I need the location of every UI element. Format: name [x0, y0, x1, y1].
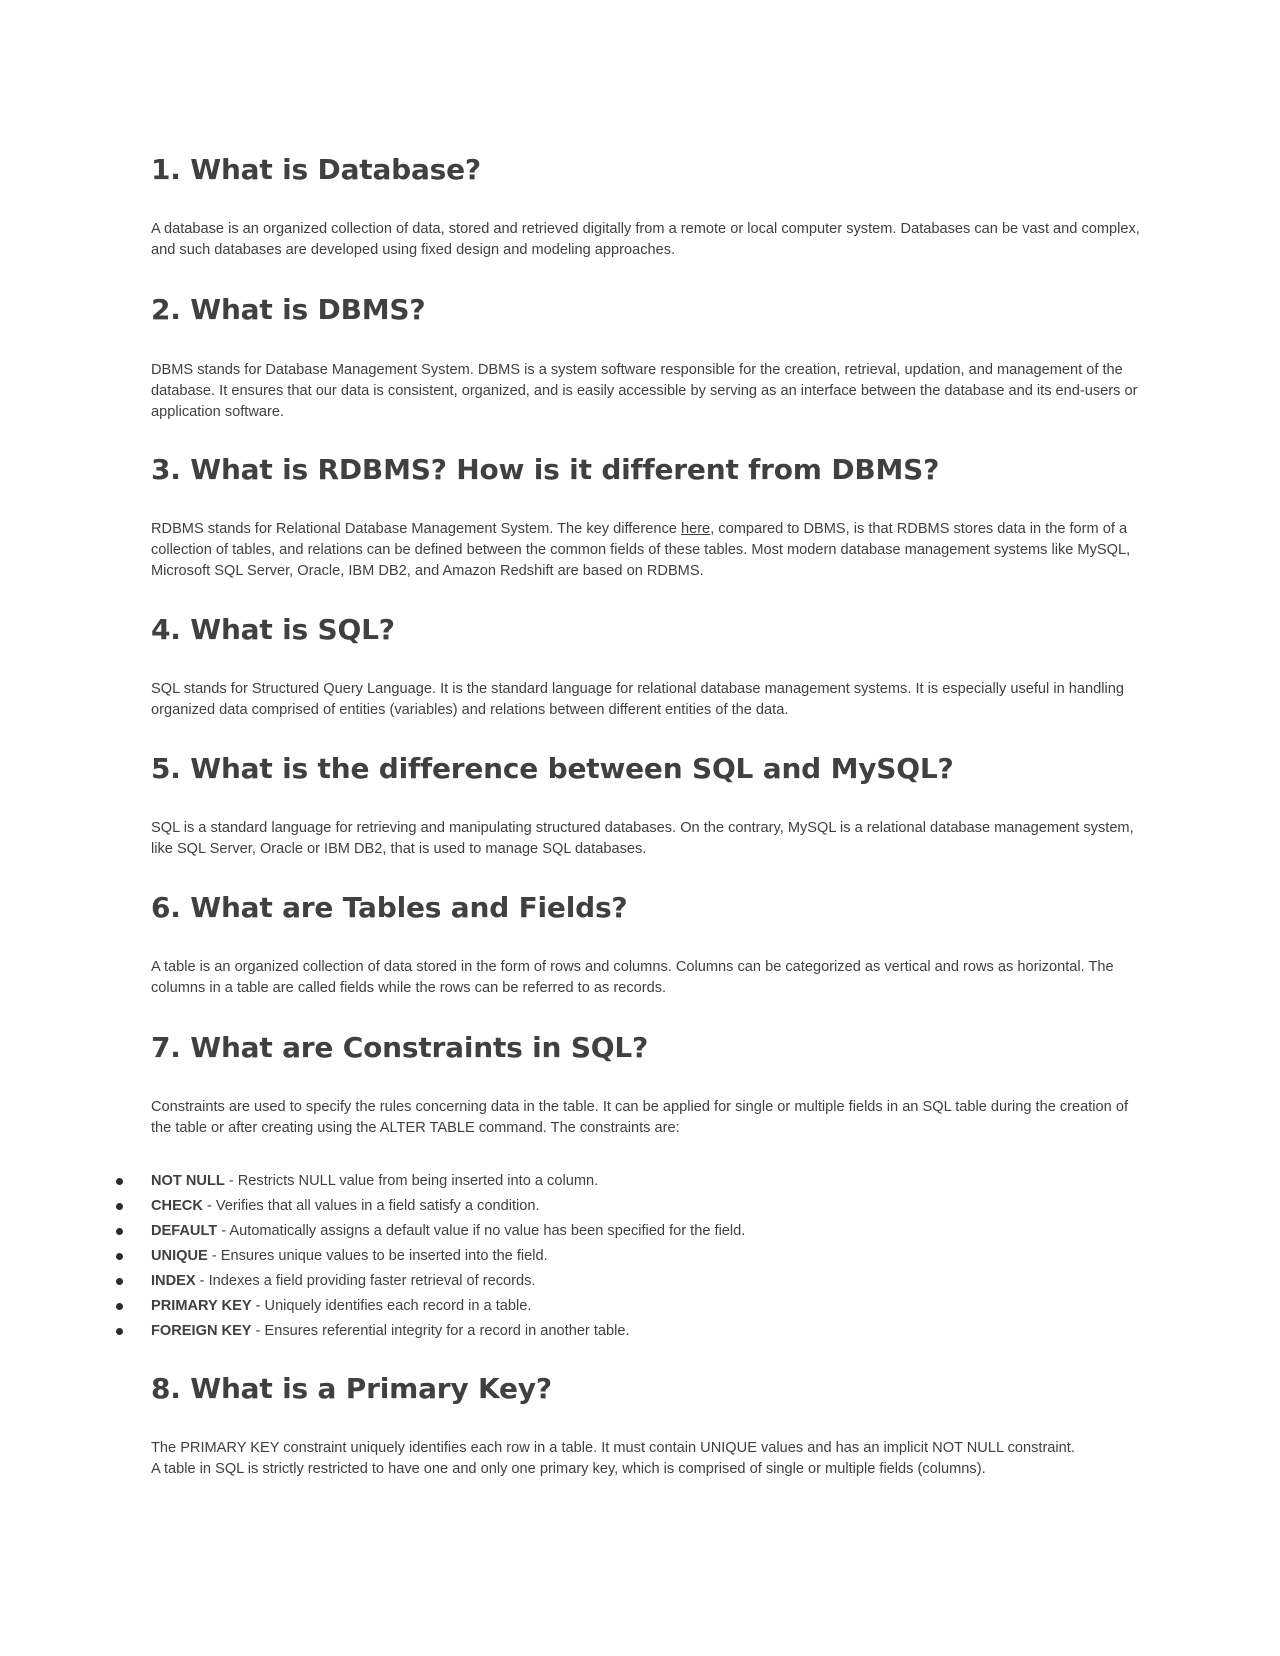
paragraph-rdbms-part-2: , compared to DBMS, is that RDBMS stores data in the form of a collection of tables, and relations can be defined between the common fields of these tables. Most modern database management systems like MySQL, Microsoft SQL Server, Oracle, IBM DB2, and Amazon Redshift are based on RDBMS.	[151, 521, 1131, 579]
section-sql-vs-mysql	[151, 752, 1141, 860]
bullet-icon	[116, 1228, 123, 1235]
heading-primary-key: 8. What is a Primary Key?	[151, 1372, 552, 1405]
constraint-desc: - Uniquely identifies each record in a table.	[251, 1298, 532, 1314]
list-item	[114, 1194, 1134, 1219]
list-item	[114, 1294, 1134, 1319]
section-constraints	[151, 1031, 1141, 1139]
heading-what-is-rdbms: 3. What is RDBMS? How is it different from DBMS?	[151, 453, 940, 486]
paragraph-tables-fields: A table is an organized collection of data stored in the form of rows and columns. Columns can be categorized as vertical and rows as horizontal. The columns in a table are called fields while the rows can be referred to as records.	[151, 959, 1114, 996]
list-item	[114, 1244, 1134, 1269]
list-item	[114, 1319, 1134, 1344]
section-sql	[151, 613, 1141, 721]
heading-what-is-database: 1. What is Database?	[151, 153, 481, 186]
bullet-icon	[116, 1303, 123, 1310]
paragraph-sql: SQL stands for Structured Query Language. It is the standard language for relational database management systems. It is especially useful in handling organized data comprised of entities (variables) and relations between different entities of the data.	[151, 681, 1124, 718]
paragraph-rdbms	[151, 519, 1141, 582]
paragraph-primary-key-2: A table in SQL is strictly restricted to have one and only one primary key, which is comprised of single or multiple fields (columns).	[151, 1461, 986, 1477]
list-item	[114, 1219, 1134, 1244]
list-item	[114, 1169, 1134, 1194]
constraint-desc: - Verifies that all values in a field satisfy a condition.	[202, 1198, 540, 1214]
heading-constraints: 7. What are Constraints in SQL?	[151, 1031, 649, 1064]
heading-sql-vs-mysql: 5. What is the difference between SQL and MySQL?	[151, 752, 954, 785]
bullet-icon	[116, 1328, 123, 1335]
list-item	[114, 1269, 1134, 1294]
paragraph-primary-key: The PRIMARY KEY constraint uniquely identifies each row in a table. It must contain UNIQUE values and has an implicit NOT NULL constraint.	[151, 1440, 1075, 1456]
paragraph-sql-vs-mysql: SQL is a standard language for retrieving and manipulating structured databases. On the contrary, MySQL is a relational database management system, like SQL Server, Oracle or IBM DB2, that is used to manage SQL databases.	[151, 820, 1134, 857]
constraints-list	[114, 1169, 1134, 1344]
constraint-desc: - Restricts NULL value from being inserted into a column.	[224, 1173, 599, 1189]
constraint-term: PRIMARY KEY	[151, 1298, 252, 1314]
section-rdbms	[151, 453, 1141, 582]
constraint-term: INDEX	[151, 1273, 196, 1289]
heading-what-is-sql: 4. What is SQL?	[151, 613, 395, 646]
section-primary-key	[151, 1372, 1141, 1480]
section-tables-fields	[151, 891, 1141, 999]
constraint-desc: - Automatically assigns a default value if no value has been specified for the field.	[217, 1223, 746, 1239]
constraint-term: FOREIGN KEY	[151, 1323, 252, 1339]
bullet-icon	[116, 1278, 123, 1285]
paragraph-dbms: DBMS stands for Database Management System. DBMS is a system software responsible for the creation, retrieval, updation, and management of the database. It ensures that our data is consistent, organized, and is easily accessible by serving as an interface between the database and its end-users or application software.	[151, 362, 1138, 420]
paragraph-database: A database is an organized collection of data, stored and retrieved digitally from a remote or local computer system. Databases can be vast and complex, and such databases are developed using fixed design and modeling approaches.	[151, 221, 1140, 258]
heading-what-is-dbms: 2. What is DBMS?	[151, 293, 426, 326]
bullet-icon	[116, 1253, 123, 1260]
section-database	[151, 153, 1141, 261]
bullet-icon	[116, 1178, 123, 1185]
heading-tables-fields: 6. What are Tables and Fields?	[151, 891, 628, 924]
constraint-term: DEFAULT	[151, 1223, 218, 1239]
paragraph-constraints: Constraints are used to specify the rules concerning data in the table. It can be applied for single or multiple fields in an SQL table during the creation of the table or after creating using the ALTER TABLE command. The constraints are:	[151, 1099, 1129, 1136]
paragraph-rdbms-part-1: RDBMS stands for Relational Database Management System. The key difference	[151, 521, 681, 537]
constraint-term: UNIQUE	[151, 1248, 208, 1264]
here-link[interactable]: here	[680, 521, 711, 537]
constraint-term: CHECK	[151, 1198, 203, 1214]
constraint-desc: - Ensures unique values to be inserted into the field.	[207, 1248, 548, 1264]
section-dbms	[151, 293, 1141, 423]
constraint-term: NOT NULL	[151, 1173, 225, 1189]
constraint-desc: - Indexes a field providing faster retrieval of records.	[195, 1273, 536, 1289]
bullet-icon	[116, 1203, 123, 1210]
constraint-desc: - Ensures referential integrity for a record in another table.	[251, 1323, 630, 1339]
